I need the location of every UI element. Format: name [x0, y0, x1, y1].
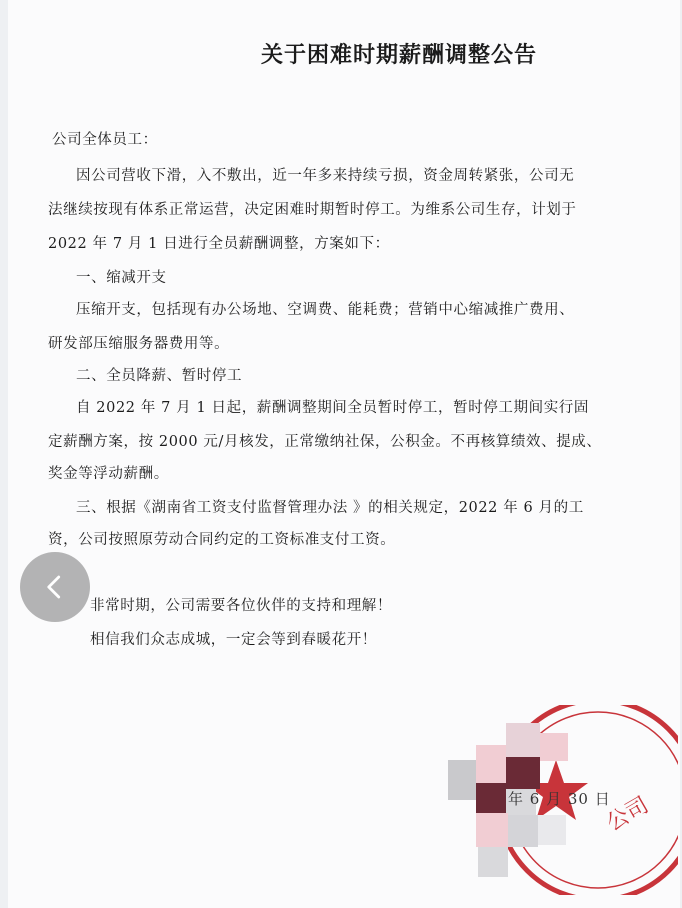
section3-line2: 资，公司按照原劳动合同约定的工资标准支付工资。 — [48, 532, 396, 548]
notice-document — [8, 0, 680, 908]
chevron-left-icon — [40, 572, 70, 602]
closing-line1: 非常时期，公司需要各位伙伴的支持和理解！ — [90, 598, 392, 614]
section1-body-line2: 研发部压缩服务器费用等。 — [48, 336, 230, 352]
document-date: 年 6 月 30 日 — [508, 790, 611, 808]
back-button[interactable] — [20, 552, 90, 622]
salutation: 公司全体员工： — [52, 132, 158, 148]
svg-text:公司: 公司 — [602, 792, 654, 837]
closing-line2: 相信我们众志成城，一定会等到春暖花开！ — [90, 632, 377, 648]
section3-line1: 三、根据《湖南省工资支付监督管理办法 》的相关规定，2022 年 6 月的工 — [76, 500, 584, 516]
paragraph1-line1: 因公司营收下滑，入不敷出，近一年多来持续亏损，资金周转紧张，公司无 — [76, 168, 575, 184]
paragraph1-line3: 2022 年 7 月 1 日进行全员薪酬调整，方案如下： — [48, 236, 390, 252]
paragraph1-line2: 法继续按现有体系正常运营，决定困难时期暂时停工。为维系公司生存，计划于 — [48, 202, 577, 218]
section1-body-line1: 压缩开支，包括现有办公场地、空调费、能耗费；营销中心缩减推广费用、 — [76, 302, 575, 318]
document-title: 关于困难时期薪酬调整公告 — [260, 43, 537, 68]
section2-body-line1: 自 2022 年 7 月 1 日起，薪酬调整期间全员暂时停工，暂时停工期间实行固 — [76, 400, 590, 416]
section1-heading: 一、缩减开支 — [76, 270, 167, 286]
section2-heading: 二、全员降薪、暂时停工 — [76, 368, 243, 384]
section2-body-line2: 定薪酬方案，按 2000 元/月核发，正常缴纳社保，公积金。不再核算绩效、提成、 — [48, 434, 602, 450]
section2-body-line3: 奖金等浮动薪酬。 — [48, 466, 169, 482]
